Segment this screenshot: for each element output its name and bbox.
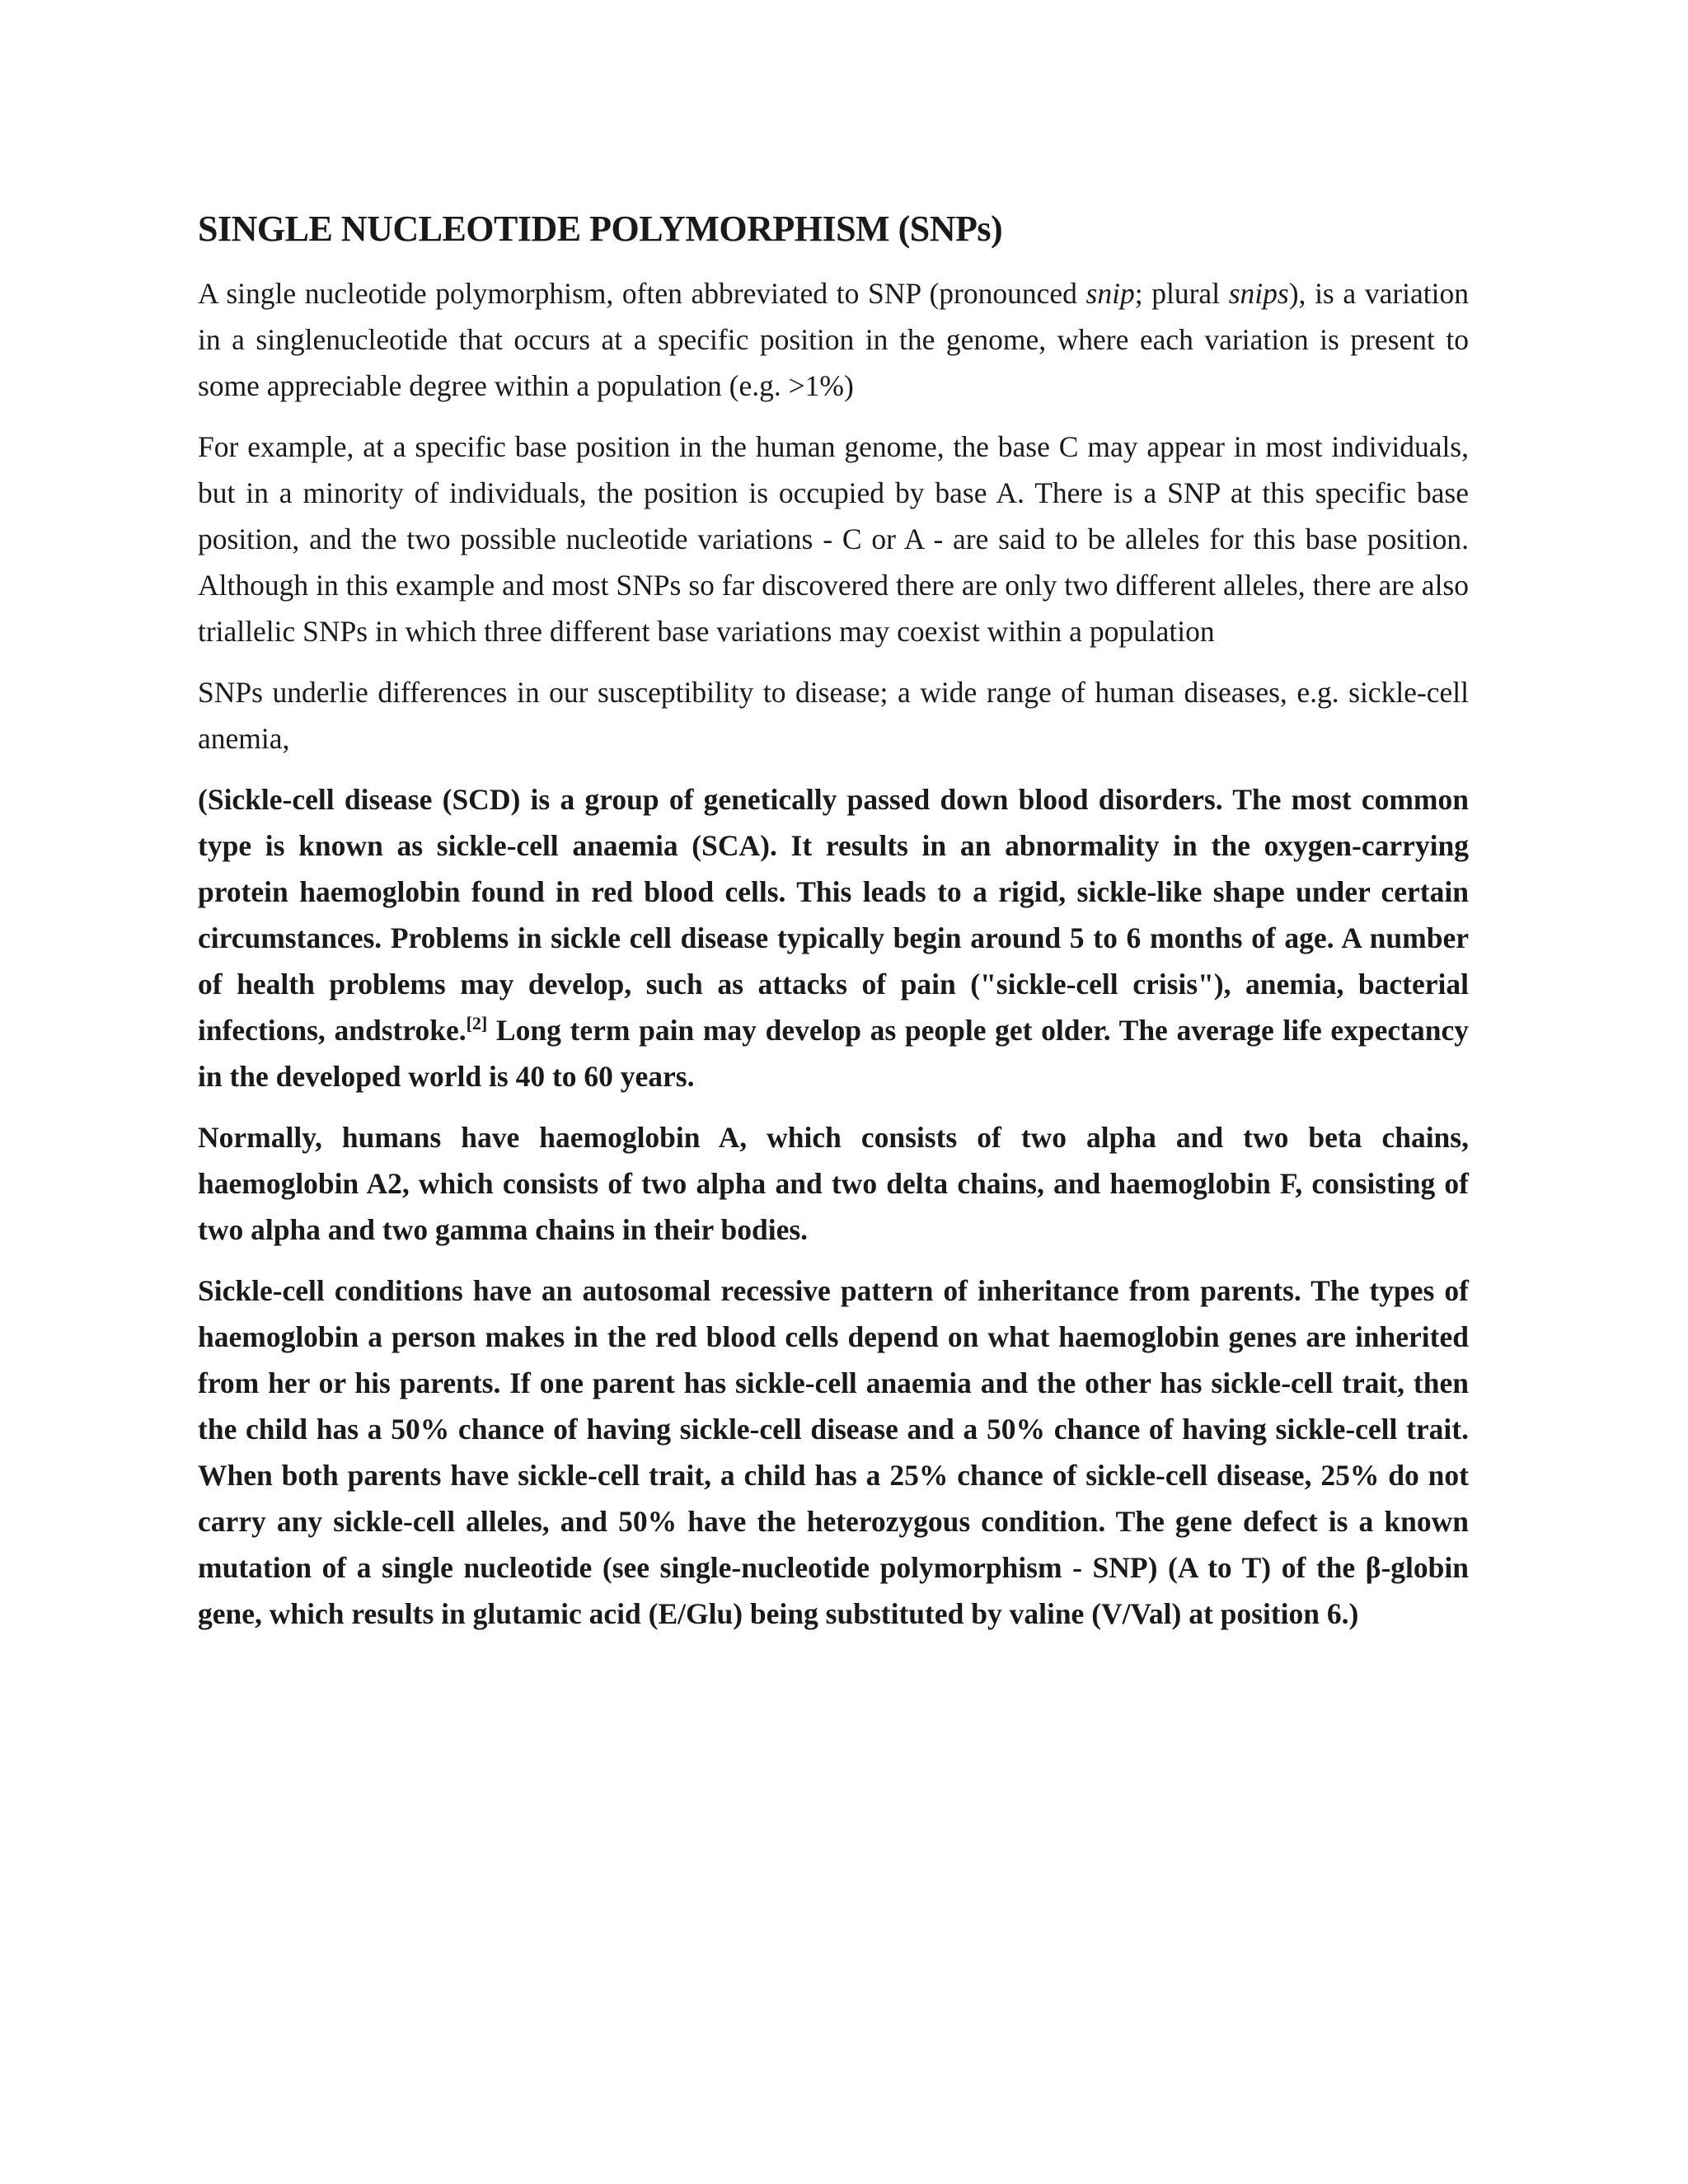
paragraph-snp-disease: SNPs underlie differences in our susceptibility to disease; a wide range of human diseases, e.g. sickle-cell anemia, — [198, 676, 1469, 755]
paragraph-sickle-cell-disease — [198, 776, 1469, 1099]
reference-superscript: [2] — [466, 1013, 488, 1034]
paragraph-inheritance: Sickle-cell conditions have an autosomal recessive pattern of inheritance from parents. The types of haemoglobin a person makes in the red blood cells depend on what haemoglobin genes are inherited from her or his parents. If one parent has sickle-cell anaemia and the other has sickle-cell trait, then the child has a 50% chance of having sickle-cell disease and a 50% chance of having sickle-cell trait. When both parents have sickle-cell trait, a child has a 25% chance of sickle-cell disease, 25% do not carry any sickle-cell alleles, and 50% have the heterozygous condition. The gene defect is a known mutation of a single nucleotide (see single-nucleotide polymorphism - SNP) (A to T) of the β-globin gene, which results in glutamic acid (E/Glu) being substituted by valine (V/Val) at position 6.) — [198, 1274, 1469, 1630]
paragraph-haemoglobin-types: Normally, humans have haemoglobin A, which consists of two alpha and two beta chains, haemoglobin A2, which consists of two alpha and two delta chains, and haemoglobin F, consisting of two alpha and two gamma chains in their bodies. — [198, 1121, 1469, 1246]
italic-term-snips: snips — [1228, 277, 1289, 310]
italic-term-snip: snip — [1085, 277, 1135, 310]
paragraph-snp-definition — [198, 270, 1469, 409]
paragraph-text: ; plural — [1134, 277, 1229, 310]
document-title: SINGLE NUCLEOTIDE POLYMORPHISM (SNPs) — [198, 209, 1003, 249]
paragraph-text: ), is a variation in a singlenucleotide that occurs at a specific position in the genome, where each variation is present to some appreciable degree within a population (e.g. >1%) — [198, 277, 1469, 402]
paragraph-text: Long term pain may develop as people get older. The average life expectancy in the developed world is 40 to 60 years. — [198, 1014, 1469, 1093]
document-page — [198, 206, 1469, 1652]
paragraph-text: A single nucleotide polymorphism, often abbreviated to SNP (pronounced — [198, 277, 1086, 310]
paragraph-snp-example: For example, at a specific base position in the human genome, the base C may appear in most individuals, but in a minority of individuals, the position is occupied by base A. There is a SNP at this specific base position, and the two possible nucleotide variations - C or A - are said to be alleles for this base position. Although in this example and most SNPs so far discovered there are only two different alleles, there are also triallelic SNPs in which three different base variations may coexist within a population — [198, 430, 1469, 648]
paragraph-text: (Sickle-cell disease (SCD) is a group of genetically passed down blood disorders. The most common type is known as sickle-cell anaemia (SCA). It results in an abnormality in the oxygen-carrying protein haemoglobin found in red blood cells. This leads to a rigid, sickle-like shape under certain circumstances. Problems in sickle cell disease typically begin around 5 to 6 months of age. A number of health problems may develop, such as attacks of pain ("sickle-cell crisis"), anemia, bacterial infections, andstroke. — [198, 783, 1469, 1047]
